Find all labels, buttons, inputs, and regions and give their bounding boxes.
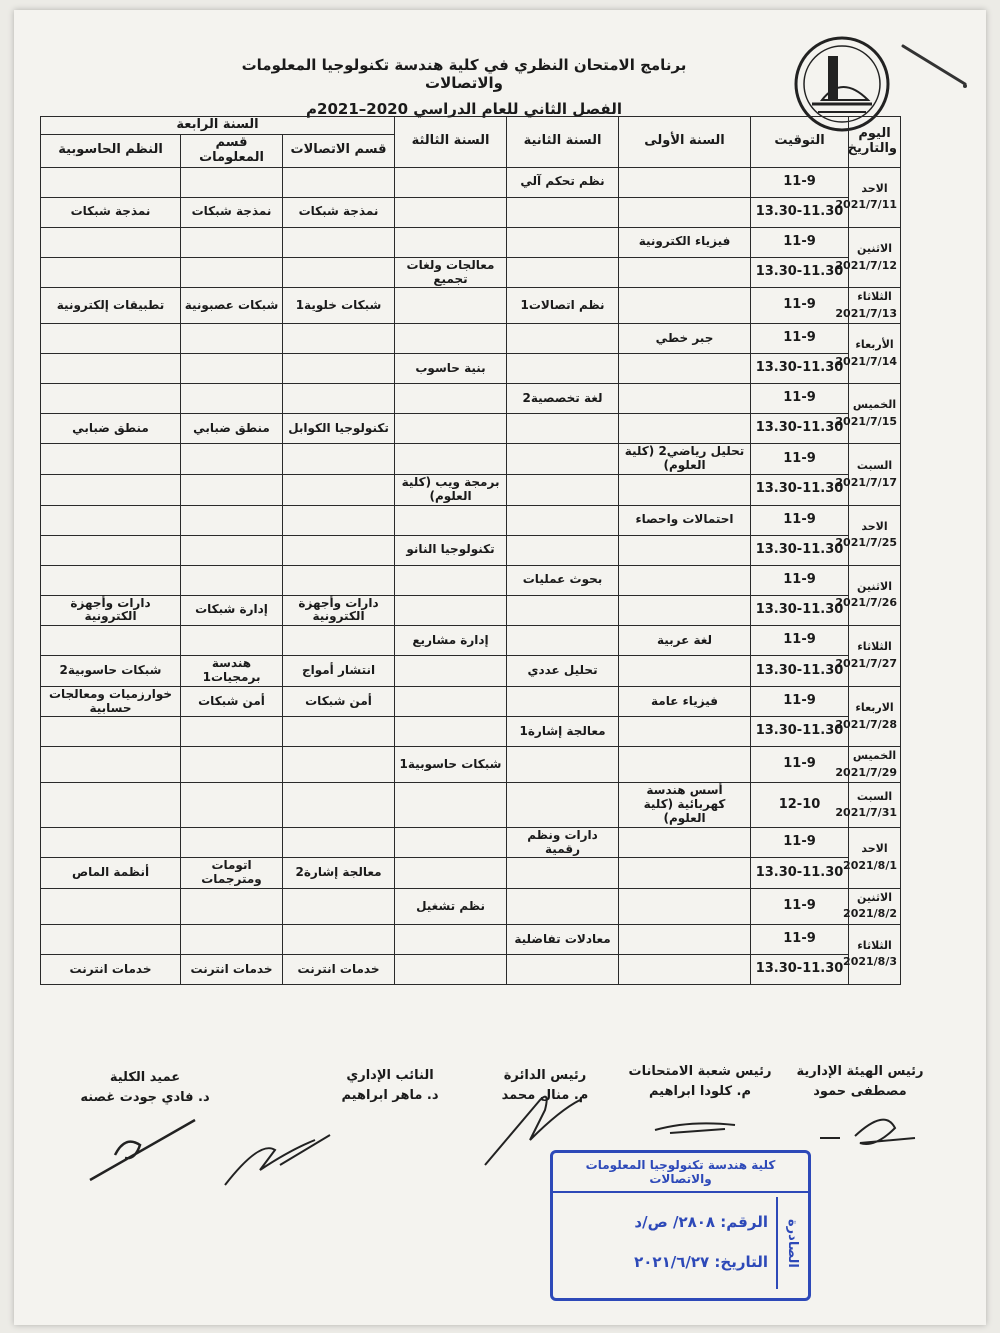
course-cell [283, 257, 395, 288]
course-cell: دارات وأجهزة الكترونية [283, 595, 395, 626]
course-cell [395, 717, 507, 747]
day-name: السبت [856, 459, 893, 472]
course-cell: فيزياء عامة [619, 686, 751, 717]
course-cell: خوارزميات ومعالجات حسابية [41, 686, 181, 717]
course-cell: تكنولوجيا الكوابل [283, 414, 395, 444]
course-cell: تحليل رياضي2 (كلية العلوم) [619, 444, 751, 475]
course-cell [395, 565, 507, 595]
course-cell: دارات وأجهزة الكترونية [41, 595, 181, 626]
course-cell [395, 288, 507, 324]
schedule-row [41, 475, 901, 506]
course-cell [283, 324, 395, 354]
course-cell [181, 717, 283, 747]
course-cell [507, 626, 619, 656]
course-cell [41, 888, 181, 924]
course-cell: انتشار أمواج [283, 656, 395, 687]
day-date-cell [835, 167, 901, 227]
exam-date: 2021/8/3 [843, 955, 898, 969]
course-cell: بنية حاسوب [395, 354, 507, 384]
course-cell [181, 167, 283, 197]
signature-name: د. فادي جودت غصنه [80, 1090, 210, 1105]
schedule-row [41, 858, 901, 889]
course-cell [619, 288, 751, 324]
schedule-row [41, 167, 901, 197]
course-cell [395, 197, 507, 227]
course-cell: فيزياء الكترونية [619, 227, 751, 257]
schedule-row [41, 414, 901, 444]
course-cell [619, 954, 751, 984]
course-cell [507, 414, 619, 444]
course-cell [395, 686, 507, 717]
course-cell: أمن شبكات [181, 686, 283, 717]
day-date-cell [835, 324, 901, 384]
day-date-cell [835, 384, 901, 444]
header-year1: السنة الأولى [619, 117, 751, 168]
signature-name: م. كلودا ابراهيم [648, 1084, 752, 1099]
course-cell: منطق ضبابي [181, 414, 283, 444]
course-cell [41, 783, 181, 827]
time-cell: 11-9 [751, 924, 849, 954]
time-cell: 11-9 [751, 747, 849, 783]
course-cell [41, 565, 181, 595]
course-cell [507, 257, 619, 288]
course-cell [507, 354, 619, 384]
course-cell: إدارة شبكات [181, 595, 283, 626]
course-cell [41, 167, 181, 197]
signature-admin-deputy [315, 1068, 465, 1103]
header-year4: السنة الرابعة [41, 117, 395, 135]
course-cell [181, 505, 283, 535]
schedule-row [41, 505, 901, 535]
course-cell [395, 444, 507, 475]
time-cell: 13.30-11.30 [751, 717, 849, 747]
stamp-date: التاريخ: ٢٠٢١/٦/٢٧ [634, 1253, 768, 1271]
schedule-row [41, 197, 901, 227]
pen-icon [899, 38, 969, 93]
schedule-row [41, 535, 901, 565]
signature-name: د. ماهر ابراهيم [341, 1088, 439, 1103]
course-cell [181, 888, 283, 924]
course-cell [181, 354, 283, 384]
course-cell: دارات ونظم رقمية [507, 827, 619, 858]
stamp-side-label: الصادرة [776, 1197, 800, 1289]
course-cell [507, 686, 619, 717]
header-y4-information: قسم المعلومات [181, 134, 283, 167]
course-cell: نمذجة شبكات [283, 197, 395, 227]
course-cell [619, 535, 751, 565]
course-cell [619, 257, 751, 288]
course-cell [41, 626, 181, 656]
course-cell: احتمالات واحصاء [619, 505, 751, 535]
course-cell [283, 717, 395, 747]
schedule-row [41, 324, 901, 354]
day-name: السبت [856, 789, 893, 803]
schedule-row [41, 924, 901, 954]
time-cell: 11-9 [751, 384, 849, 414]
course-cell [283, 783, 395, 827]
day-date-cell [843, 924, 901, 984]
signature-title: رئيس شعبة الامتحانات [628, 1064, 772, 1079]
course-cell [41, 354, 181, 384]
course-cell: لغة عربية [619, 626, 751, 656]
course-cell: نظم تشغيل [395, 888, 507, 924]
day-date-cell [835, 505, 901, 565]
schedule-row [41, 717, 901, 747]
course-cell [41, 747, 181, 783]
day-date-cell [843, 888, 901, 924]
course-cell: منطق ضبابي [41, 414, 181, 444]
schedule-row [41, 444, 901, 475]
header-year3: السنة الثالثة [395, 117, 507, 168]
time-cell: 12-10 [751, 783, 849, 827]
header-time: التوقيت [751, 117, 849, 168]
course-cell [619, 888, 751, 924]
course-cell [507, 747, 619, 783]
schedule-row [41, 783, 901, 827]
course-cell: خدمات انترنت [41, 954, 181, 984]
course-cell [395, 595, 507, 626]
day-name: الاربعاء [855, 701, 894, 715]
course-cell: هندسة برمجيات1 [181, 656, 283, 687]
course-cell [283, 354, 395, 384]
signature-admin-head [790, 1064, 930, 1099]
course-cell [395, 324, 507, 354]
course-cell [507, 535, 619, 565]
schedule-row [41, 595, 901, 626]
schedule-row [41, 384, 901, 414]
course-cell [507, 197, 619, 227]
course-cell [395, 414, 507, 444]
signature-name: م. منال محمد [501, 1088, 589, 1103]
course-cell [619, 384, 751, 414]
official-stamp [550, 1150, 811, 1301]
exam-date: 2021/7/27 [835, 656, 898, 670]
time-cell: 11-9 [751, 888, 849, 924]
course-cell: معالجات ولغات تجميع [395, 257, 507, 288]
day-name: الاثنين [857, 242, 892, 256]
exam-date: 2021/7/15 [835, 414, 898, 428]
course-cell [395, 167, 507, 197]
course-cell [283, 827, 395, 858]
course-cell: خدمات انترنت [283, 954, 395, 984]
exam-date: 2021/7/11 [835, 198, 898, 212]
day-date-cell [835, 227, 901, 288]
time-cell: 11-9 [751, 227, 849, 257]
handwritten-signature-5 [85, 1110, 205, 1190]
time-cell: 13.30-11.30 [751, 475, 849, 506]
signature-exams-head [620, 1064, 780, 1099]
course-cell [507, 227, 619, 257]
time-cell: 13.30-11.30 [751, 595, 849, 626]
schedule-body [41, 167, 901, 984]
header-year2: السنة الثانية [507, 117, 619, 168]
course-cell [395, 924, 507, 954]
time-cell: 13.30-11.30 [751, 954, 849, 984]
course-cell [181, 384, 283, 414]
signature-title: رئيس الهيئة الإدارية [796, 1064, 924, 1079]
exam-date: 2021/7/13 [835, 306, 898, 320]
course-cell [507, 954, 619, 984]
time-cell: 11-9 [751, 626, 849, 656]
course-cell: نظم اتصالات1 [507, 288, 619, 324]
time-cell: 11-9 [751, 827, 849, 858]
course-cell [619, 656, 751, 687]
exam-date: 2021/7/12 [835, 258, 898, 272]
day-name: الثلاثاء [857, 640, 892, 654]
exam-date: 2021/7/25 [835, 536, 898, 550]
course-cell [395, 384, 507, 414]
signature-name: مصطفى حمود [813, 1084, 907, 1099]
day-name: الثلاثاء [857, 290, 892, 304]
course-cell [619, 197, 751, 227]
course-cell: معالجة إشارة1 [507, 717, 619, 747]
course-cell [181, 565, 283, 595]
time-cell: 13.30-11.30 [751, 656, 849, 687]
signature-dean [60, 1070, 230, 1105]
time-cell: 13.30-11.30 [751, 257, 849, 288]
exam-date: 2021/7/17 [835, 475, 898, 489]
course-cell [41, 324, 181, 354]
course-cell [181, 257, 283, 288]
course-cell [283, 888, 395, 924]
course-cell: جبر خطي [619, 324, 751, 354]
course-cell: شبكات حاسوبية1 [395, 747, 507, 783]
stamp-title: كلية هندسة تكنولوجيا المعلومات والاتصالات [553, 1153, 808, 1193]
exam-date: 2021/7/26 [835, 596, 898, 610]
course-cell [395, 827, 507, 858]
course-cell [41, 827, 181, 858]
course-cell [395, 858, 507, 889]
course-cell [41, 717, 181, 747]
course-cell: نمذجة شبكات [181, 197, 283, 227]
course-cell [507, 858, 619, 889]
time-cell: 11-9 [751, 444, 849, 475]
course-cell [507, 324, 619, 354]
day-name: الاثنين [857, 890, 892, 904]
schedule-row [41, 354, 901, 384]
course-cell [619, 595, 751, 626]
course-cell: تطبيقات إلكترونية [41, 288, 181, 324]
document-header [214, 56, 714, 118]
schedule-row [41, 954, 901, 984]
day-name: الاحد [861, 519, 888, 533]
header-y4-communications: قسم الاتصالات [283, 134, 395, 167]
course-cell [507, 888, 619, 924]
course-cell [283, 747, 395, 783]
course-cell: برمجة ويب (كلية العلوم) [395, 475, 507, 506]
course-cell [619, 354, 751, 384]
time-cell: 11-9 [751, 167, 849, 197]
time-cell: 11-9 [751, 505, 849, 535]
course-cell [283, 535, 395, 565]
course-cell [507, 595, 619, 626]
course-cell [619, 475, 751, 506]
header-title: برنامج الامتحان النظري في كلية هندسة تكنولوجيا المعلومات والاتصالات [241, 56, 687, 92]
course-cell [619, 858, 751, 889]
course-cell [507, 783, 619, 827]
schedule-row [41, 257, 901, 288]
exam-date: 2021/8/2 [843, 907, 898, 921]
course-cell: نظم تحكم آلي [507, 167, 619, 197]
schedule-row [41, 686, 901, 717]
time-cell: 13.30-11.30 [751, 354, 849, 384]
schedule-row [41, 656, 901, 687]
day-date-cell [835, 626, 901, 687]
course-cell: تكنولوجيا النانو [395, 535, 507, 565]
handwritten-signature-1 [815, 1108, 925, 1153]
course-cell [181, 924, 283, 954]
course-cell [181, 444, 283, 475]
signature-title: النائب الإداري [346, 1068, 434, 1083]
time-cell: 13.30-11.30 [751, 858, 849, 889]
header-day: اليوم والتاريخ [849, 117, 901, 168]
exam-date: 2021/7/31 [835, 806, 898, 820]
schedule-row [41, 227, 901, 257]
course-cell [395, 656, 507, 687]
course-cell [283, 167, 395, 197]
course-cell [41, 924, 181, 954]
day-name: الاثنين [857, 579, 892, 593]
course-cell [283, 475, 395, 506]
course-cell [619, 717, 751, 747]
course-cell [41, 505, 181, 535]
course-cell: خدمات انترنت [181, 954, 283, 984]
day-name: الخميس [852, 749, 897, 763]
course-cell: أمن شبكات [283, 686, 395, 717]
course-cell: نمذجة شبكات [41, 197, 181, 227]
handwritten-signature-4 [220, 1120, 340, 1190]
course-cell [181, 783, 283, 827]
exam-date: 2021/8/1 [843, 858, 898, 872]
schedule-row [41, 827, 901, 858]
header-subtitle: الفصل الثاني للعام الدراسي 2020–2021م [306, 100, 622, 118]
day-name: الاحد [861, 181, 888, 195]
day-date-cell [835, 565, 901, 626]
course-cell [395, 505, 507, 535]
time-cell: 11-9 [751, 288, 849, 324]
handwritten-signature-2 [650, 1115, 740, 1140]
course-cell [181, 227, 283, 257]
exam-date: 2021/7/14 [835, 354, 898, 368]
course-cell [619, 924, 751, 954]
exam-date: 2021/7/29 [835, 765, 898, 779]
course-cell [395, 783, 507, 827]
signature-title: رئيس الدائرة [503, 1068, 587, 1083]
course-cell: أنظمة الماص [41, 858, 181, 889]
time-cell: 13.30-11.30 [751, 535, 849, 565]
course-cell [181, 827, 283, 858]
day-date-cell [835, 686, 901, 747]
exam-date: 2021/7/28 [835, 717, 898, 731]
course-cell [619, 565, 751, 595]
time-cell: 11-9 [751, 686, 849, 717]
course-cell [41, 475, 181, 506]
time-cell: 13.30-11.30 [751, 414, 849, 444]
course-cell [619, 414, 751, 444]
course-cell: معادلات تفاضلية [507, 924, 619, 954]
course-cell: أسس هندسة كهربائية (كلية العلوم) [619, 783, 751, 827]
time-cell: 11-9 [751, 565, 849, 595]
course-cell [283, 444, 395, 475]
course-cell [619, 747, 751, 783]
course-cell [41, 227, 181, 257]
course-cell [283, 924, 395, 954]
course-cell: اتومات ومترجمات [181, 858, 283, 889]
course-cell: شبكات حاسوبية2 [41, 656, 181, 687]
course-cell: لغة تخصصية2 [507, 384, 619, 414]
day-date-cell [835, 783, 901, 827]
course-cell [395, 227, 507, 257]
signature-title: عميد الكلية [109, 1070, 181, 1085]
day-name: الخميس [852, 398, 897, 412]
course-cell [41, 444, 181, 475]
time-cell: 13.30-11.30 [751, 197, 849, 227]
header-y4-computer-systems: النظم الحاسوبية [41, 134, 181, 167]
day-date-cell [835, 288, 901, 324]
course-cell: تحليل عددي [507, 656, 619, 687]
course-cell [181, 324, 283, 354]
course-cell [283, 626, 395, 656]
course-cell [283, 384, 395, 414]
course-cell [283, 227, 395, 257]
day-name: الاحد [861, 842, 888, 856]
schedule-row [41, 626, 901, 656]
schedule-row [41, 747, 901, 783]
course-cell [181, 747, 283, 783]
exam-schedule-table [40, 116, 901, 985]
course-cell [507, 505, 619, 535]
course-cell [619, 167, 751, 197]
course-cell: بحوث عمليات [507, 565, 619, 595]
course-cell [395, 954, 507, 984]
stamp-number: الرقم: ٢٨٠٨/ ص/د [634, 1213, 768, 1231]
day-date-cell [835, 747, 901, 783]
day-name: الأربعاء [855, 338, 894, 352]
course-cell [41, 384, 181, 414]
course-cell [181, 626, 283, 656]
course-cell [181, 535, 283, 565]
schedule-row [41, 565, 901, 595]
course-cell [619, 827, 751, 858]
course-cell: إدارة مشاريع [395, 626, 507, 656]
course-cell: شبكات عصبونية [181, 288, 283, 324]
course-cell [283, 565, 395, 595]
time-cell: 11-9 [751, 324, 849, 354]
course-cell [41, 257, 181, 288]
course-cell [41, 535, 181, 565]
course-cell: معالجة إشارة2 [283, 858, 395, 889]
schedule-row [41, 888, 901, 924]
course-cell [181, 475, 283, 506]
course-cell [283, 505, 395, 535]
course-cell: شبكات خلوية1 [283, 288, 395, 324]
day-date-cell [835, 444, 901, 505]
schedule-row [41, 288, 901, 324]
day-date-cell [843, 827, 901, 888]
course-cell [507, 475, 619, 506]
course-cell [507, 444, 619, 475]
day-name: الثلاثاء [857, 938, 892, 952]
